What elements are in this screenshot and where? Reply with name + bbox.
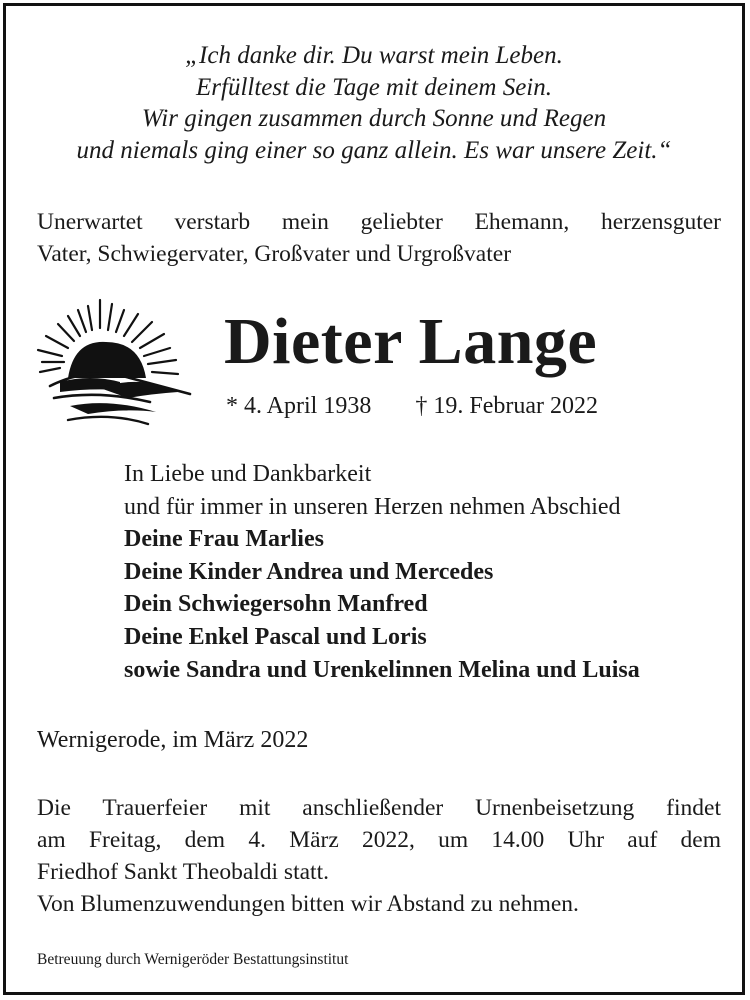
poem-line: „Ich danke dir. Du warst mein Leben. — [185, 42, 563, 69]
mourner-name: sowie Sandra und Urenkelinnen Melina und Luisa — [124, 656, 640, 683]
poem-quote — [6, 40, 742, 166]
intro-text — [37, 206, 721, 270]
mourner-name: Deine Enkel Pascal und Loris — [124, 623, 427, 650]
mourners-intro: In Liebe und Dankbarkeit — [124, 461, 372, 487]
life-dates — [226, 390, 598, 422]
mourners-intro: und für immer in unseren Herzen nehmen Abschied — [124, 493, 621, 520]
poem-line: Erfülltest die Tage mit deinem Sein. — [196, 73, 552, 101]
poem-line: und niemals ging einer so ganz allein. Es war unsere Zeit.“ — [76, 136, 672, 164]
obituary-notice — [3, 3, 745, 995]
sunset-over-hills-icon — [30, 294, 198, 432]
funeral-service-info — [37, 792, 721, 920]
funeral-home-credit: Betreuung durch Wernigeröder Bestattungsinstitut — [37, 951, 349, 968]
deceased-name: Dieter Lange — [224, 305, 598, 378]
service-line: Von Blumenzuwendungen bitten wir Abstand zu nehmen. — [37, 891, 579, 917]
mourner-name: Deine Kinder Andrea und Mercedes — [124, 558, 494, 585]
service-line: Die Trauerfeier mit anschließender Urnenbeisetzung findet — [37, 795, 721, 821]
mourners-block — [124, 458, 640, 686]
service-line: am Freitag, dem 4. März 2022, um 14.00 Uhr auf dem — [37, 827, 721, 853]
mourner-name: Dein Schwiegersohn Manfred — [124, 591, 428, 618]
place-date: Wernigerode, im März 2022 — [37, 727, 309, 753]
intro-line: Unerwartet verstarb mein geliebter Ehemann, herzensguter — [37, 209, 721, 235]
service-line: Friedhof Sankt Theobaldi statt. — [37, 859, 329, 885]
death-date: † 19. Februar 2022 — [415, 393, 598, 419]
intro-line: Vater, Schwiegervater, Großvater und Urgroßvater — [37, 241, 512, 267]
mourner-name: Deine Frau Marlies — [124, 526, 324, 553]
birth-date: * 4. April 1938 — [226, 393, 372, 419]
poem-line: Wir gingen zusammen durch Sonne und Regen — [141, 105, 607, 132]
